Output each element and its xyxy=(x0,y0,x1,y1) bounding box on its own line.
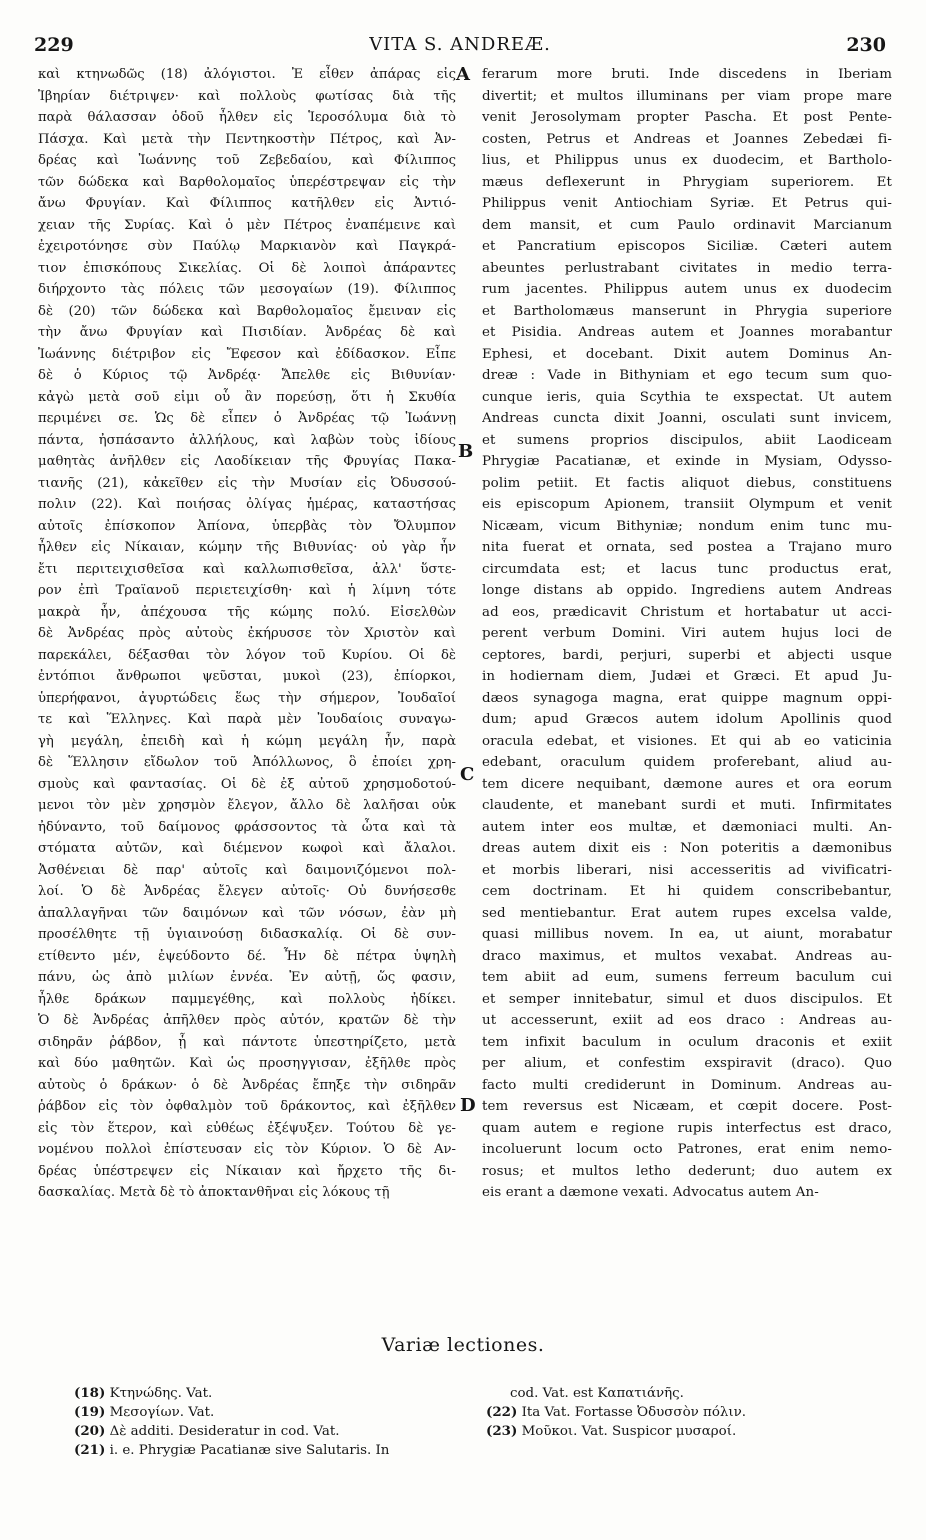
latin-text-line: edebant, oraculum quidem proferebant, aliud au- xyxy=(482,755,892,770)
greek-text-line: μενοι τὸν μὲν χρησμὸν ἔλεγον, ἄλλο δὲ λαλῆσαι οὐκ xyxy=(38,798,456,813)
greek-text-line: διήρχοντο τὰς πόλεις τῶν μεσογαίων (19). Φίλιππος xyxy=(38,282,456,297)
footnote-number: (21) xyxy=(74,1442,106,1458)
greek-text-line: Ὁ δὲ Ἀνδρέας ἀπῆλθεν πρὸς αὐτόν, κρατῶν δὲ τὴν xyxy=(38,1013,456,1028)
greek-text-line: κἀγὼ μετὰ σοῦ εἰμι οὗ ἂν πορεύσῃ, ὅτι ἡ Σκυθία xyxy=(38,389,456,405)
greek-text-line: μακρὰ ἦν, ἀπέχουσα τῆς κώμης πολύ. Εἰσελθὼν xyxy=(38,604,456,620)
greek-text-line: καὶ δύο μαθητῶν. Καὶ ὡς προσηγγισαν, ἐξῆλθε πρὸς xyxy=(38,1056,456,1071)
latin-column xyxy=(482,64,892,1204)
greek-text-line: ἔτι περιτειχισθεῖσα καὶ καλλωπισθεῖσα, ἀλλ' ὕστε- xyxy=(38,561,456,577)
section-marker-c: C xyxy=(460,764,475,785)
greek-text-line: ῥάβδον εἰς τὸν ὀφθαλμὸν τοῦ δράκοντος, καὶ ἐξῆλθεν xyxy=(38,1099,456,1114)
latin-text-line: rum jacentes. Philippus autem unus ex duodecim xyxy=(482,282,892,297)
greek-text-line: μαθητὰς ἀνῆλθεν εἰς Λαοδίκειαν τῆς Φρυγίας Πακα- xyxy=(38,454,456,469)
greek-text-line: σιδηρᾶν ῥάβδον, ᾗ καὶ πάντοτε ὑπεστηρίζετο, μετὰ xyxy=(38,1034,456,1050)
latin-text-line: ad eos, prædicavit Christum et hortabatur ut acci- xyxy=(482,604,892,620)
latin-text-line: ferarum more bruti. Inde discedens in Iberiam xyxy=(482,67,892,82)
latin-text-line: dreæ : Vade in Bithyniam et ego tecum sum quo- xyxy=(482,368,892,383)
latin-text-line: circumdata est; et lacus tunc productus erat, xyxy=(482,561,892,577)
greek-text-line: ρον ἐπὶ Τραϊανοῦ περιετειχίσθη· καὶ ἡ λίμνη τότε xyxy=(38,583,456,598)
greek-text-line: ἦλθεν εἰς Νίκαιαν, κώμην τῆς Βιθυνίας· οὐ γὰρ ἦν xyxy=(38,540,456,555)
greek-text-line: σμοὺς καὶ φαντασίας. Οἱ δὲ ἐξ αὐτοῦ χρησμοδοτού- xyxy=(38,776,456,792)
footnote-text: cod. Vat. est Καπατιάνῆς. xyxy=(510,1386,684,1401)
footnote xyxy=(486,1422,886,1441)
latin-text-line: oracula edebat, et visiones. Et qui ab eo vaticinia xyxy=(482,733,892,749)
greek-text-line: αὐτοῖς ἐπίσκοπον Ἀπίονα, ὑπερβὰς τὸν Ὄλυμπον xyxy=(38,518,456,534)
greek-text-line: παρεκάλει, δέξασθαι τὸν λόγον τοῦ Κυρίου. Οἱ δὲ xyxy=(38,647,456,663)
latin-text-line: Ephesi, et docebant. Dixit autem Dominus An- xyxy=(482,346,892,362)
latin-text-line: abeuntes perlustrabant civitates in medio terra- xyxy=(482,260,892,276)
latin-text-line: dem mansit, et cum Paulo ordinavit Marcianum xyxy=(482,217,892,233)
latin-text-line: eis erant a dæmone vexati. Advocatus autem An- xyxy=(482,1185,819,1200)
footnote xyxy=(74,1403,474,1422)
greek-text-line: εἰς τὸν ἕτερον, καὶ εὐθέως ἐξέψυξεν. Τούτου δὲ γε- xyxy=(38,1120,456,1136)
footnote-number: (18) xyxy=(74,1385,106,1401)
latin-text-line: cunque ieris, quia Scythia te exspectat. Ut autem xyxy=(482,389,892,405)
latin-text-line: Philippus venit Antiochiam Syriæ. Et Petrus qui- xyxy=(482,196,892,211)
latin-text-line: sed mentiebantur. Erat autem rupes excelsa valde, xyxy=(482,905,892,921)
page-header xyxy=(34,34,886,60)
latin-text-line: ceptores, bardi, perjuri, superbi et abjecti usque xyxy=(482,647,892,663)
page-number-left: 229 xyxy=(34,34,74,56)
greek-text-line: πάντα, ἠσπάσαντο ἀλλήλους, καὶ λαβὼν τοὺς ἰδίους xyxy=(38,432,456,448)
footnote-number: (22) xyxy=(486,1404,518,1420)
latin-text-line: tem reversus est Nicæam, et cœpit docere. Post- xyxy=(482,1099,892,1114)
latin-text-line: Andreas cuncta dixit Joanni, osculati sunt invicem, xyxy=(482,411,892,426)
greek-text-line: τε καὶ Ἕλληνες. Καὶ παρὰ μὲν Ἰουδαίοις συναγω- xyxy=(38,712,456,727)
footnote xyxy=(486,1403,886,1422)
greek-text-line: αὐτοὺς ὁ δράκων· ὁ δὲ Ἀνδρέας ἔπηξε τὴν σιδηρᾶν xyxy=(38,1077,456,1093)
greek-text-line: δὲ Ἀνδρέας πρὸς αὐτοὺς ἐκήρυσσε τὸν Χριστὸν καὶ xyxy=(38,626,456,641)
latin-text-line: Nicæam, vicum Bithyniæ; nondum enim tunc mu- xyxy=(482,518,892,534)
footnotes-left xyxy=(74,1384,474,1460)
footnote-text: Κτηνώδης. Vat. xyxy=(105,1386,213,1401)
greek-text-line: τὴν ἄνω Φρυγίαν καὶ Πισιδίαν. Ἀνδρέας δὲ καὶ xyxy=(38,325,456,340)
greek-text-line: πολιν (22). Καὶ ποιήσας ὀλίγας ἡμέρας, καταστήσας xyxy=(38,497,456,512)
greek-text-line: ἄνω Φρυγίαν. Καὶ Φίλιππος κατῆλθεν εἰς Ἀντιό- xyxy=(38,196,456,211)
latin-text-line: venit Jerosolymam propter Pascha. Et post Pente- xyxy=(482,110,892,125)
latin-text-line: rosus; et multos letho dederunt; duo autem ex xyxy=(482,1163,892,1179)
page-number-right: 230 xyxy=(846,34,886,56)
latin-text-line: tem abiit ad eum, sumens ferreum baculum cui xyxy=(482,970,892,985)
latin-text-line: autem inter eos multæ, et dæmoniaci multi. An- xyxy=(482,819,892,835)
footnote-number: (20) xyxy=(74,1423,106,1439)
greek-text-line: Ἰωάννης διέτριβον εἰς Ἔφεσον καὶ ἐδίδασκον. Εἶπε xyxy=(38,346,456,362)
greek-text-line: δὲ Ἕλλησιν εἴδωλον τοῦ Ἀπόλλωνος, ὃ ἐποίει χρη- xyxy=(38,755,456,770)
footnote-text: Μοῦκοι. Vat. Suspicor μυσαροί. xyxy=(517,1424,737,1439)
footnote-text: Μεσογίων. Vat. xyxy=(105,1405,215,1420)
greek-text-line: ετίθεντο μέν, ἐψεύδοντο δέ. Ἦν δὲ πέτρα ὑψηλὴ xyxy=(38,948,456,964)
greek-text-line: ἦλθε δράκων παμμεγέθης, καὶ πολλοὺς ἠδίκει. xyxy=(38,991,456,1007)
greek-text-line: Ἰβηρίαν διέτριψεν· καὶ πολλοὺς φωτίσας διὰ τῆς xyxy=(38,88,456,104)
latin-text-line: eis episcopum Apionem, transiit Olympum et venit xyxy=(482,497,892,512)
greek-text-line: χειαν τῆς Συρίας. Καὶ ὁ μὲν Πέτρος ἐναπέμεινε καὶ xyxy=(38,217,456,233)
latin-text-line: costen, Petrus et Andreas et Joannes Zebedæi fi- xyxy=(482,131,892,147)
greek-text-line: Πάσχα. Καὶ μετὰ τὴν Πεντηκοστὴν Πέτρος, καὶ Ἀν- xyxy=(38,131,456,147)
latin-text-line: mæus deflexerunt in Phrygiam superiorem. Et xyxy=(482,174,892,190)
greek-text-line: ἀπαλλαγῆναι τῶν δαιμόνων καὶ τῶν νόσων, ἐὰν μὴ xyxy=(38,905,456,921)
variae-lectiones-heading: Variæ lectiones. xyxy=(381,1334,545,1356)
greek-text-line: γὴ μεγάλη, ἐπειδὴ καὶ ἡ κώμη μεγάλη ἦν, παρὰ xyxy=(38,733,456,749)
latin-text-line: tem infixit baculum in oculum draconis et exiit xyxy=(482,1034,892,1050)
greek-text-line: λοί. Ὁ δὲ Ἀνδρέας ἔλεγεν αὐτοῖς· Οὐ δυνήσεσθε xyxy=(38,884,456,899)
greek-text-line: δρέας καὶ Ἰωάννης τοῦ Ζεβεδαίου, καὶ Φίλιππος xyxy=(38,153,456,168)
greek-text-line: καὶ κτηνωδῶς (18) ἀλόγιστοι. Ἐ εἶθεν ἀπάρας εἰς xyxy=(38,67,456,82)
latin-text-line: incoluerunt locum octo Patrones, erat enim nemo- xyxy=(482,1142,892,1157)
greek-text-line: δὲ ὁ Κύριος τῷ Ἀνδρέᾳ· Ἄπελθε εἰς Βιθυνίαν· xyxy=(38,368,456,383)
greek-column xyxy=(38,64,456,1204)
latin-text-line: per alium, et confestim exspiravit (draco). Quo xyxy=(482,1056,892,1071)
latin-text-line: polim petiit. Et factis aliquot diebus, constituens xyxy=(482,475,892,491)
latin-text-line: cem doctrinam. Et hi quidem conscribebantur, xyxy=(482,884,892,899)
latin-text-line: ut accesserunt, exiit ad eos draco : Andreas au- xyxy=(482,1013,892,1028)
greek-text-line: νομένου πολλοὶ ἐπίστευσαν εἰς τὸν Κύριον. Ὁ δὲ Αν- xyxy=(38,1142,456,1157)
latin-text-line: perent verbum Domini. Viri autem hujus loci de xyxy=(482,626,892,641)
greek-text-line: ἐντόπιοι ἄνθρωποι ψεῦσται, μυκοὶ (23), ἐπίορκοι, xyxy=(38,669,456,684)
greek-text-line: τιον ἐπισκόπους Σικελίας. Οἱ δὲ λοιποὶ ἀπάραντες xyxy=(38,260,456,276)
latin-text-line: draco maximus, et multos vexabat. Andreas au- xyxy=(482,948,892,964)
footnote-text: i. e. Phrygiæ Pacatianæ sive Salutaris. In xyxy=(105,1443,390,1458)
latin-text-line: in hodiernam diem, Judæi et Græci. Et apud Ju- xyxy=(482,669,892,684)
greek-text-line: δασκαλίας. Μετὰ δὲ τὸ ἀποκτανθῆναι εἰς λόκους τῇ xyxy=(38,1185,390,1200)
greek-text-line: ὑπερήφανοι, ἀγυρτώδεις ἕως τὴν σήμερον, Ἰουδαῖοί xyxy=(38,690,456,706)
section-marker-d: D xyxy=(460,1095,476,1116)
greek-text-line: προσέλθητε τῇ ὑγιαινούσῃ διδασκαλίᾳ. Οἱ δὲ συν- xyxy=(38,927,456,942)
greek-text-line: τῶν δώδεκα καὶ Βαρθολομαῖος ὑπερέστρεψαν εἰς τὴν xyxy=(38,174,456,190)
latin-text-line: et Pancratium episcopos Siciliæ. Cæteri autem xyxy=(482,239,892,254)
latin-text-line: et Pisidia. Andreas autem et Joannes morabantur xyxy=(482,325,892,340)
latin-text-line: et morbis liberari, nisi accesseritis ad vivificatri- xyxy=(482,862,892,878)
greek-text-line: περιμένει σε. Ὡς δὲ εἶπεν ὁ Ἀνδρέας τῷ Ἰωάννῃ xyxy=(38,411,456,426)
footnote-text: Ita Vat. Fortasse Ὀδυσσὸν πόλιν. xyxy=(517,1405,747,1420)
latin-text-line: claudente, et manebant surdi et muti. Infirmitates xyxy=(482,798,892,813)
running-title: VITA S. ANDREÆ. xyxy=(369,34,551,55)
footnote-number: (23) xyxy=(486,1423,518,1439)
latin-text-line: quam autem e regione rupis interfectus est draco, xyxy=(482,1120,892,1136)
latin-text-line: et semper innitebatur, simul et duos discipulos. Et xyxy=(482,991,892,1007)
greek-text-line: τιανῆς (21), κἀκεῖθεν εἰς τὴν Μυσίαν εἰς Ὀδυσσού- xyxy=(38,475,456,491)
footnote-number: (19) xyxy=(74,1404,106,1420)
latin-text-line: lius, et Philippus unus ex duodecim, et Bartholo- xyxy=(482,153,892,168)
footnote-text: Δὲ additi. Desideratur in cod. Vat. xyxy=(105,1424,340,1439)
latin-text-line: nita fuerat et ornata, sed postea a Trajano muro xyxy=(482,540,892,555)
footnote xyxy=(74,1422,474,1441)
latin-text-line: et Bartholomæus manserunt in Phrygia superiore xyxy=(482,303,892,319)
latin-text-line: dæos synagoga magna, erat quippe magnum oppi- xyxy=(482,690,892,706)
latin-text-line: dum; apud Græcos autem idolum Apollinis quod xyxy=(482,712,892,727)
latin-text-line: tem dicere nequibant, dæmone aures et ora eorum xyxy=(482,776,892,792)
latin-text-line: facto multi crediderunt in Dominum. Andreas au- xyxy=(482,1077,892,1093)
greek-text-line: στόματα αὐτῶν, καὶ διέμενον κωφοὶ καὶ ἄλαλοι. xyxy=(38,841,456,856)
section-marker-b: B xyxy=(458,441,474,462)
greek-text-line: ἐχειροτόνησε σὺν Παύλῳ Μαρκιανὸν καὶ Παγκρά- xyxy=(38,239,456,254)
footnote xyxy=(74,1441,474,1460)
latin-text-line: longe distans ab oppido. Ingrediens autem Andreas xyxy=(482,583,892,598)
greek-text-line: ἠδύναντο, τοῦ δαίμονος φράσσοντος τὰ ὦτα καὶ τὰ xyxy=(38,819,456,835)
greek-text-line: δὲ (20) τῶν δώδεκα καὶ Βαρθολομαῖος ἔμειναν εἰς xyxy=(38,303,456,319)
greek-text-line: παρὰ θάλασσαν ὁδοῦ ἦλθεν εἰς Ἱεροσόλυμα διὰ τὸ xyxy=(38,110,456,125)
footnote xyxy=(486,1384,886,1403)
greek-text-line: δρέας ὑπέστρεψεν εἰς Νίκαιαν καὶ ἤρχετο τῆς δι- xyxy=(38,1163,456,1179)
latin-text-line: quasi millibus novem. In ea, ut aiunt, morabatur xyxy=(482,927,892,942)
greek-text-line: πάνυ, ὡς ἀπὸ μιλίων ἐννέα. Ἐν αὐτῇ, ὥς φασιν, xyxy=(38,970,456,985)
greek-text-line: Ἀσθένειαι δὲ παρ' αὐτοῖς καὶ δαιμονιζόμενοι πολ- xyxy=(38,862,456,878)
section-marker-a: A xyxy=(456,64,470,85)
latin-text-line: dreas autem dixit eis : Non poteritis a dæmonibus xyxy=(482,841,892,856)
latin-text-line: et sumens proprios discipulos, abiit Laodiceam xyxy=(482,432,892,448)
footnotes-right xyxy=(486,1384,886,1441)
latin-text-line: Phrygiæ Pacatianæ, et exinde in Mysiam, Odysso- xyxy=(482,454,892,469)
footnote xyxy=(74,1384,474,1403)
latin-text-line: divertit; et multos illuminans per viam prope mare xyxy=(482,88,892,104)
